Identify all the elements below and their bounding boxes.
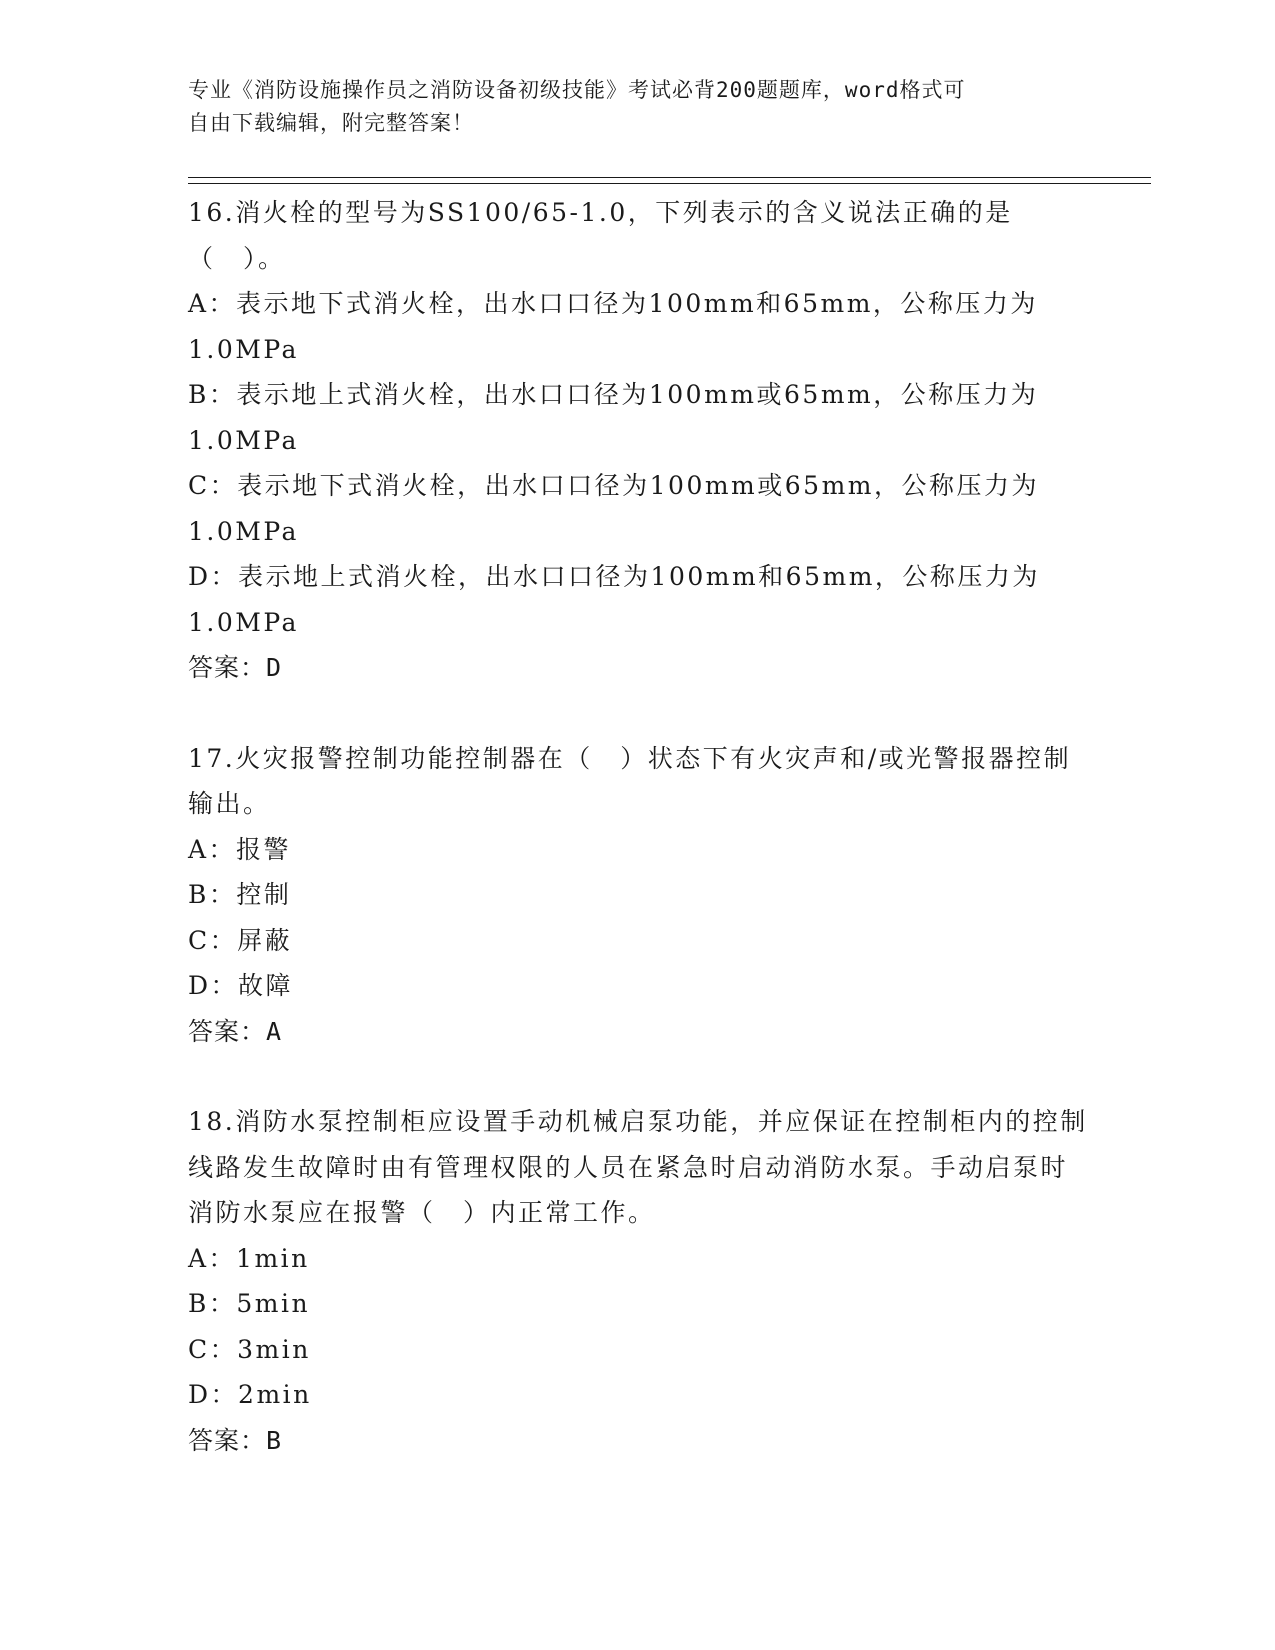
option-b: B：表示地上式消火栓，出水口口径为100mm或65mm，公称压力为1.0MPa	[188, 380, 1039, 455]
option-c: C：屏蔽	[188, 925, 293, 955]
question-stem: 17.火灾报警控制功能控制器在（ ）状态下有火灾声和/或光警报器控制输出。	[188, 743, 1072, 818]
header-divider-top	[188, 177, 1151, 178]
question-16	[188, 190, 1088, 691]
question-17	[188, 736, 1088, 1055]
header-divider-bottom	[188, 183, 1151, 184]
option-b: B：控制	[188, 880, 292, 909]
answer-line: 答案：D	[188, 653, 283, 682]
question-stem: 18.消防水泵控制柜应设置手动机械启泵功能，并应保证在控制柜内的控制线路发生故障时由有管理权限的人员在紧急时启动消防水泵。手动启泵时消防水泵应在报警（ ）内正常工作。	[188, 1107, 1088, 1227]
answer-line: 答案：B	[188, 1425, 283, 1455]
option-c: C：3min	[188, 1334, 311, 1364]
option-c: C：表示地下式消火栓，出水口口径为100mm或65mm，公称压力为1.0MPa	[188, 471, 1039, 546]
option-d: D：2min	[188, 1380, 312, 1409]
question-18	[188, 1099, 1088, 1463]
question-stem: 16.消火栓的型号为SS100/65-1.0，下列表示的含义说法正确的是（ ）。	[188, 198, 1013, 273]
option-d: D：表示地上式消火栓，出水口口径为100mm和65mm，公称压力为1.0MPa	[188, 562, 1040, 637]
option-b: B：5min	[188, 1289, 311, 1318]
option-d: D：故障	[188, 971, 294, 1000]
question-list	[188, 190, 1088, 1508]
option-a: A：报警	[188, 834, 292, 864]
option-a: A：表示地下式消火栓，出水口口径为100mm和65mm，公称压力为1.0MPa	[188, 289, 1038, 364]
header-line-1: 专业《消防设施操作员之消防设备初级技能》考试必背200题题库，word格式可	[188, 78, 966, 102]
header-line-2: 自由下载编辑，附完整答案！	[188, 111, 474, 135]
document-header	[188, 74, 1068, 140]
answer-line: 答案：A	[188, 1016, 283, 1046]
option-a: A：1min	[188, 1243, 310, 1273]
